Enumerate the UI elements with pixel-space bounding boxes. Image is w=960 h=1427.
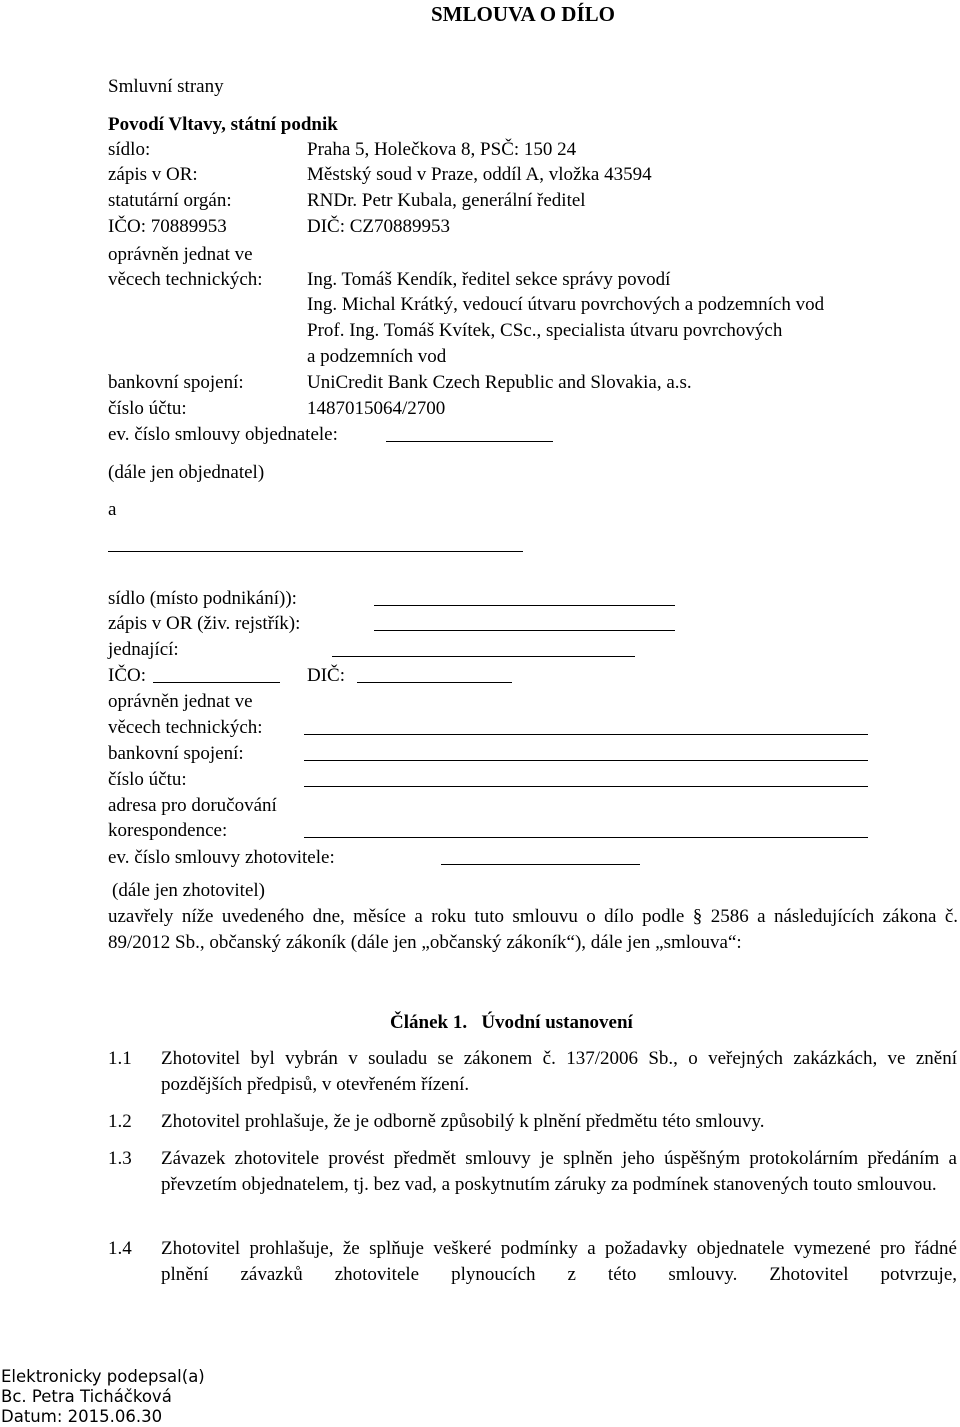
contractor-contract-number-label: ev. číslo smlouvy zhotovitele: [108,847,335,868]
contractor-ico-label: IČO: [108,665,146,686]
and-word: a [108,499,117,520]
signature-line-3: Datum: 2015.06.30 [1,1407,163,1426]
clause-text: Závazek zhotovitele provést předmět smlouvy je splněn jeho úspěšným protokolárním předáním a převzetím objednatelem, tj. bez vad, a poskytnutím záruky za podmínek stanovených touto smlouvou. [161,1148,957,1195]
contractor-seat-label: sídlo (místo podnikání)): [108,588,297,609]
client-contract-number-label: ev. číslo smlouvy objednatele: [108,424,338,445]
clause-number: 1.3 [108,1148,132,1169]
contractor-acting-field[interactable] [332,656,635,657]
authorized-person: Ing. Tomáš Kendík, ředitel sekce správy povodí [307,269,671,290]
authorized-person: a podzemních vod [307,346,447,367]
clause-text: Zhotovitel byl vybrán v souladu se zákonem č. 137/2006 Sb., o veřejných zakázkách, ve znění pozdějších předpisů, v otevřeném řízení. [161,1048,957,1095]
contractor-address-field[interactable] [304,837,868,838]
contractor-ico-field[interactable] [153,682,280,683]
contractor-contract-number-field[interactable] [441,864,640,865]
intro-paragraph: uzavřely níže uvedeného dne, měsíce a roku tuto smlouvu o dílo podle § 2586 a následujících zákona č. 89/2012 Sb., občanský zákoník (dále jen „občanský zákoník“), dále jen „smlouva“: [108,906,958,953]
client-alias: (dále jen objednatel) [108,462,265,483]
contractor-acting-label: jednající: [108,639,179,660]
contractor-bank-field[interactable] [304,760,868,761]
client-bank-value: UniCredit Bank Czech Republic and Slovakia, a.s. [307,372,692,393]
clause-number: 1.4 [108,1238,132,1259]
client-statutory-value: RNDr. Petr Kubala, generální ředitel [307,190,586,211]
client-seat-label: sídlo: [108,139,151,160]
document-title: SMLOUVA O DÍLO [431,2,615,26]
clause-number: 1.2 [108,1111,132,1132]
client-authorized-label-2: věcech technických: [108,269,263,290]
client-seat-value: Praha 5, Holečkova 8, PSČ: 150 24 [307,139,577,160]
client-dic: DIČ: CZ70889953 [307,216,451,237]
client-authorized-label-1: oprávněn jednat ve [108,244,253,265]
contractor-address-label-1: adresa pro doručování [108,795,277,816]
authorized-person: Prof. Ing. Tomáš Kvítek, CSc., specialista útvaru povrchových [307,320,783,341]
clause-text: Zhotovitel prohlašuje, že je odborně způsobilý k plnění předmětu této smlouvy. [161,1111,765,1132]
client-register-label: zápis v OR: [108,164,198,185]
client-name: Povodí Vltavy, státní podnik [108,114,338,135]
contractor-account-field[interactable] [304,786,868,787]
contractor-dic-label: DIČ: [307,665,345,686]
client-contract-number-field[interactable] [386,441,553,442]
parties-heading: Smluvní strany [108,76,224,97]
signature-line-2: Bc. Petra Ticháčková [1,1387,172,1406]
contractor-account-label: číslo účtu: [108,769,187,790]
client-register-value: Městský soud v Praze, oddíl A, vložka 43594 [307,164,652,185]
contractor-dic-field[interactable] [357,682,512,683]
authorized-person: Ing. Michal Krátký, vedoucí útvaru povrchových a podzemních vod [307,294,825,315]
contractor-authorized-field[interactable] [304,734,868,735]
client-account-value: 1487015064/2700 [307,398,446,419]
client-statutory-label: statutární orgán: [108,190,232,211]
clause-text: Zhotovitel prohlašuje, že splňuje veškeré podmínky a požadavky objednatele vymezené pro řádné plnění závazků zhotovitele plynoucích z této smlouvy. Zhotovitel potvrzuje, [161,1238,957,1285]
contractor-bank-label: bankovní spojení: [108,743,244,764]
article-heading: Článek 1. Úvodní ustanovení [390,1012,633,1033]
contractor-register-field[interactable] [374,630,675,631]
signature-line-1: Elektronicky podepsal(a) [1,1367,205,1386]
client-account-label: číslo účtu: [108,398,187,419]
contractor-seat-field[interactable] [374,605,675,606]
contractor-authorized-label-1: oprávněn jednat ve [108,691,253,712]
contractor-alias: (dále jen zhotovitel) [112,880,265,901]
client-bank-label: bankovní spojení: [108,372,244,393]
clause-number: 1.1 [108,1048,132,1069]
contractor-name-field[interactable] [108,551,523,552]
contractor-address-label-2: korespondence: [108,820,228,841]
contractor-authorized-label-2: věcech technických: [108,717,263,738]
client-ico: IČO: 70889953 [108,216,227,237]
contractor-register-label: zápis v OR (živ. rejstřík): [108,613,301,634]
